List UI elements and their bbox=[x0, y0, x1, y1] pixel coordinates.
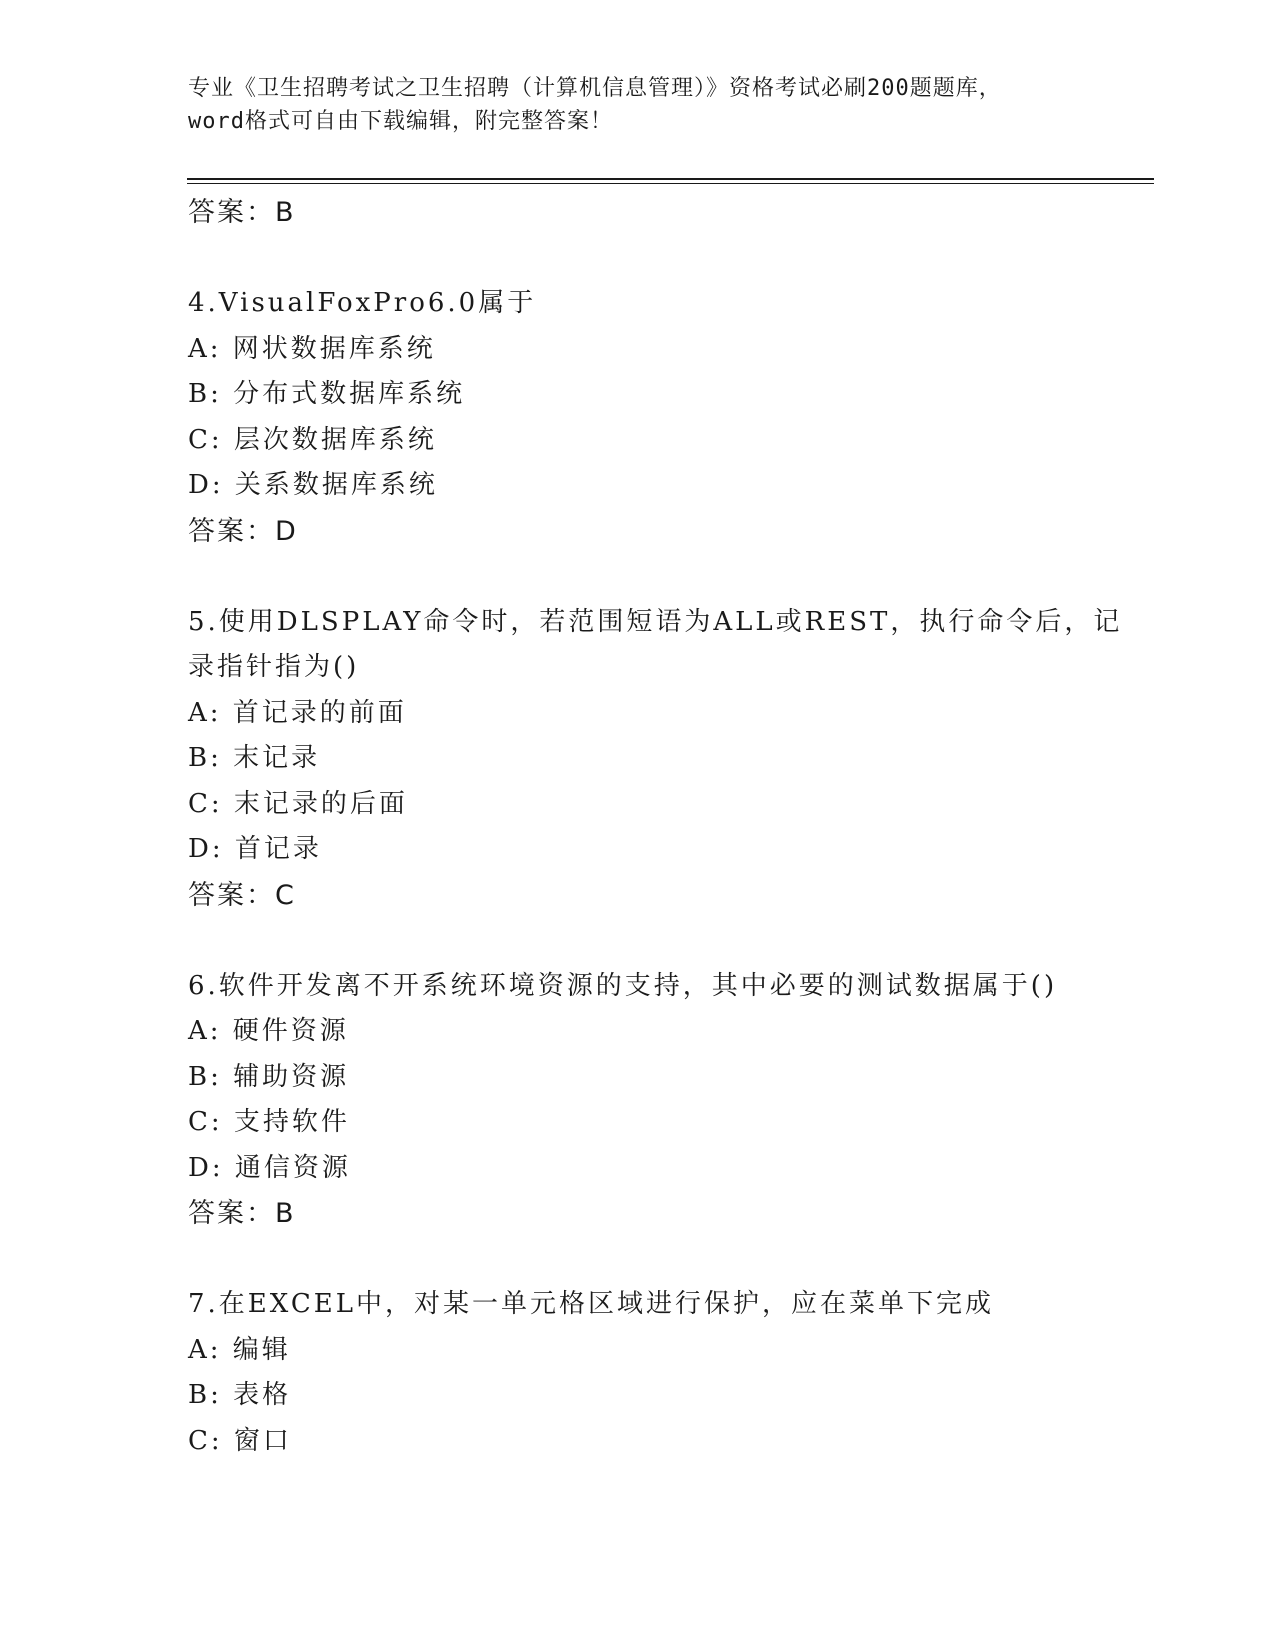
document-header bbox=[188, 72, 1088, 138]
question-stem: 4.VisualFoxPro6.0属于 bbox=[188, 288, 537, 318]
header-divider-thin bbox=[187, 183, 1154, 184]
option-d: D: 关系数据库系统 bbox=[188, 470, 438, 500]
option-d: D: 首记录 bbox=[188, 834, 322, 864]
spacer bbox=[188, 554, 1088, 600]
document-body bbox=[188, 190, 1123, 1464]
question-7 bbox=[188, 1282, 1088, 1464]
question-5 bbox=[188, 600, 1123, 919]
answer-line: 答案：B bbox=[188, 1198, 296, 1229]
option-a: A: 编辑 bbox=[188, 1334, 291, 1365]
answer-line: 答案：C bbox=[188, 879, 296, 911]
option-b: B: 分布式数据库系统 bbox=[188, 379, 466, 409]
option-b: B: 辅助资源 bbox=[188, 1061, 350, 1092]
answer-line: 答案：D bbox=[188, 515, 298, 547]
question-6 bbox=[188, 964, 1088, 1237]
question-stem-line-2: 录指针指为() bbox=[188, 652, 360, 682]
question-4 bbox=[188, 281, 1088, 554]
spacer bbox=[188, 1237, 1088, 1283]
header-line-1: 专业《卫生招聘考试之卫生招聘（计算机信息管理）》资格考试必刷200题题库， bbox=[188, 76, 1002, 101]
question-stem-line-1: 5.使用DLSPLAY命令时，若范围短语为ALL或REST，执行命令后，记 bbox=[188, 606, 1123, 637]
header-line-2: word格式可自由下载编辑，附完整答案！ bbox=[188, 109, 613, 134]
spacer bbox=[188, 918, 1088, 964]
option-b: B: 表格 bbox=[188, 1380, 292, 1410]
spacer bbox=[188, 236, 1088, 282]
option-a: A: 首记录的前面 bbox=[188, 697, 407, 728]
option-b: B: 末记录 bbox=[188, 743, 321, 773]
option-c: C: 层次数据库系统 bbox=[188, 424, 437, 455]
header-divider-thick bbox=[187, 178, 1154, 180]
option-a: A: 网状数据库系统 bbox=[188, 333, 436, 364]
option-c: C: 末记录的后面 bbox=[188, 788, 408, 819]
option-c: C: 窗口 bbox=[188, 1425, 292, 1456]
question-stem: 6.软件开发离不开系统环境资源的支持，其中必要的测试数据属于() bbox=[188, 970, 1058, 1001]
option-a: A: 硬件资源 bbox=[188, 1016, 349, 1046]
option-d: D: 通信资源 bbox=[188, 1152, 351, 1183]
option-c: C: 支持软件 bbox=[188, 1107, 350, 1137]
question-stem: 7.在EXCEL中，对某一单元格区域进行保护，应在菜单下完成 bbox=[188, 1289, 994, 1319]
answer-line: 答案：B bbox=[188, 197, 296, 228]
